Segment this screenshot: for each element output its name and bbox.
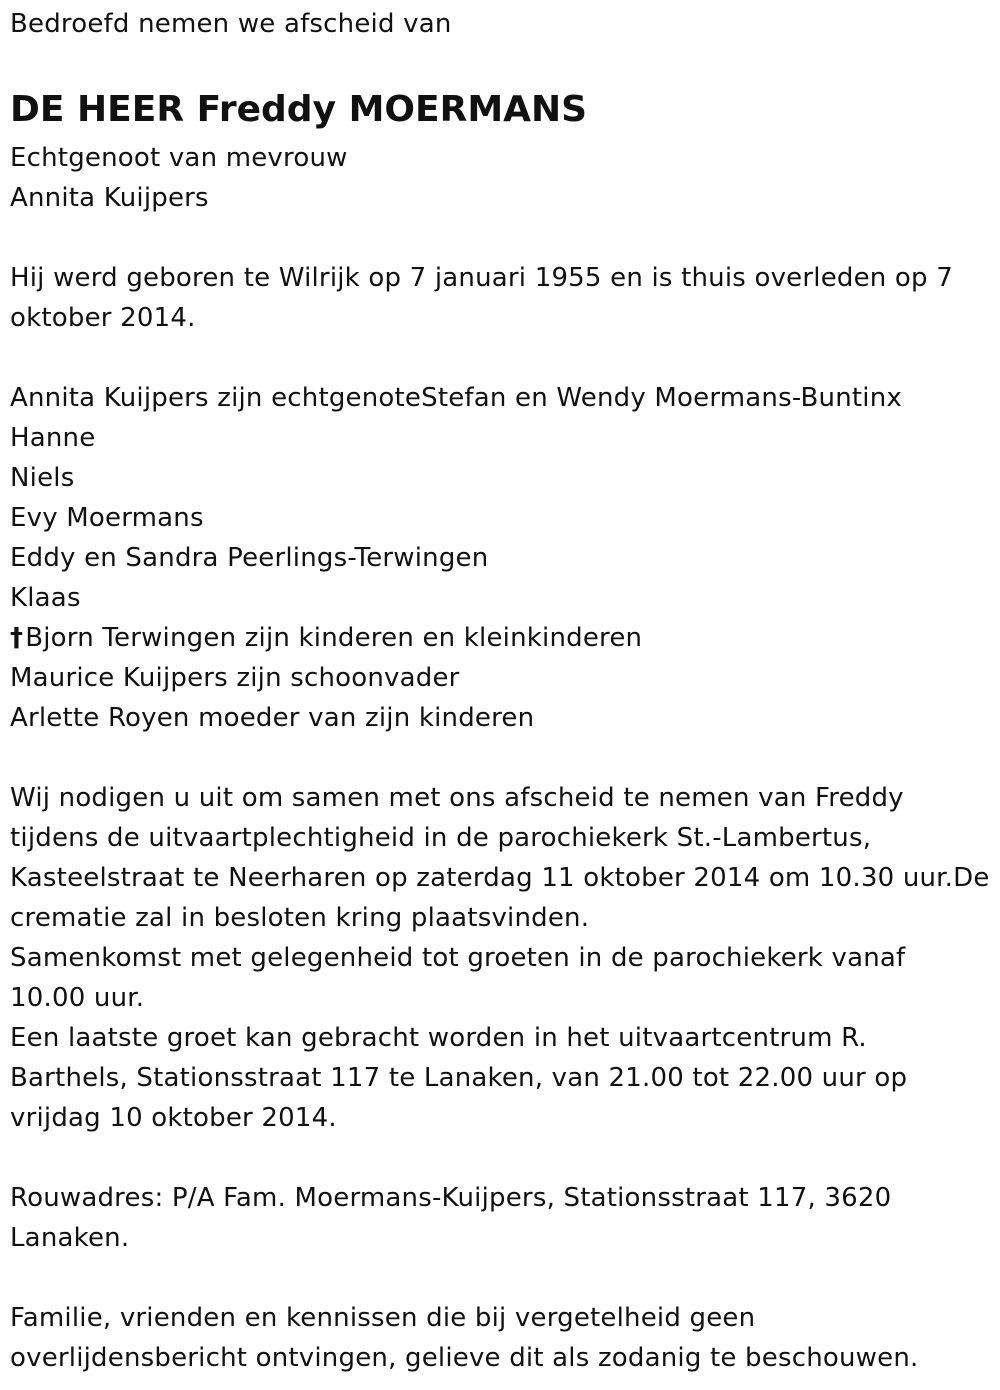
family-list xyxy=(10,378,995,738)
spacer xyxy=(10,738,995,778)
family-line-7 xyxy=(10,618,995,658)
ceremony-paragraph xyxy=(10,778,995,1138)
family-line-7-text: Bjorn Terwingen zijn kinderen en kleinkinderen xyxy=(25,623,643,653)
spacer xyxy=(10,44,995,82)
spacer xyxy=(10,338,995,378)
closing-paragraph xyxy=(10,1298,995,1378)
birth-paragraph xyxy=(10,258,995,338)
spouse-line-2: Annita Kuijpers xyxy=(10,183,209,213)
family-line-5: Eddy en Sandra Peerlings-Terwingen xyxy=(10,543,489,573)
deceased-name-heading: DE HEER Freddy MOERMANS xyxy=(10,89,588,130)
ceremony-line-6: 10.00 uur. xyxy=(10,983,145,1013)
family-line-1: Annita Kuijpers zijn echtgenoteStefan en Wendy Moermans-Buntinx xyxy=(10,383,902,413)
ceremony-line-9: vrijdag 10 oktober 2014. xyxy=(10,1103,337,1133)
family-line-6: Klaas xyxy=(10,583,81,613)
birth-line-1: Hij werd geboren te Wilrijk op 7 januari 1955 en is thuis overleden op 7 xyxy=(10,263,953,293)
ceremony-line-5: Samenkomst met gelegenheid tot groeten in de parochiekerk vanaf xyxy=(10,943,906,973)
family-line-2: Hanne xyxy=(10,423,96,453)
intro-text: Bedroefd nemen we afscheid van xyxy=(10,9,452,39)
address-line-1: Rouwadres: P/A Fam. Moermans-Kuijpers, Stationsstraat 117, 3620 xyxy=(10,1183,892,1213)
ceremony-line-8: Barthels, Stationsstraat 117 te Lanaken, van 21.00 tot 22.00 uur op xyxy=(10,1063,908,1093)
closing-line-1: Familie, vrienden en kennissen die bij vergetelheid geen xyxy=(10,1303,756,1333)
birth-line-2: oktober 2014. xyxy=(10,303,196,333)
address-paragraph xyxy=(10,1178,995,1258)
family-line-3: Niels xyxy=(10,463,75,493)
spacer xyxy=(10,1258,995,1298)
family-line-4: Evy Moermans xyxy=(10,503,204,533)
obituary-document xyxy=(10,4,995,1378)
spouse-line-1: Echtgenoot van mevrouw xyxy=(10,143,348,173)
family-line-9: Arlette Royen moeder van zijn kinderen xyxy=(10,703,535,733)
spacer xyxy=(10,1138,995,1178)
cross-icon: † xyxy=(10,623,24,653)
ceremony-line-7: Een laatste groet kan gebracht worden in het uitvaartcentrum R. xyxy=(10,1023,867,1053)
ceremony-line-2: tijdens de uitvaartplechtigheid in de parochiekerk St.-Lambertus, xyxy=(10,823,872,853)
address-line-2: Lanaken. xyxy=(10,1223,130,1253)
family-line-8: Maurice Kuijpers zijn schoonvader xyxy=(10,663,460,693)
ceremony-line-3: Kasteelstraat te Neerharen op zaterdag 11 oktober 2014 om 10.30 uur.De xyxy=(10,863,990,893)
spacer xyxy=(10,218,995,258)
ceremony-line-1: Wij nodigen u uit om samen met ons afscheid te nemen van Freddy xyxy=(10,783,904,813)
ceremony-line-4: crematie zal in besloten kring plaatsvinden. xyxy=(10,903,590,933)
closing-line-2: overlijdensbericht ontvingen, gelieve dit als zodanig te beschouwen. xyxy=(10,1343,919,1373)
